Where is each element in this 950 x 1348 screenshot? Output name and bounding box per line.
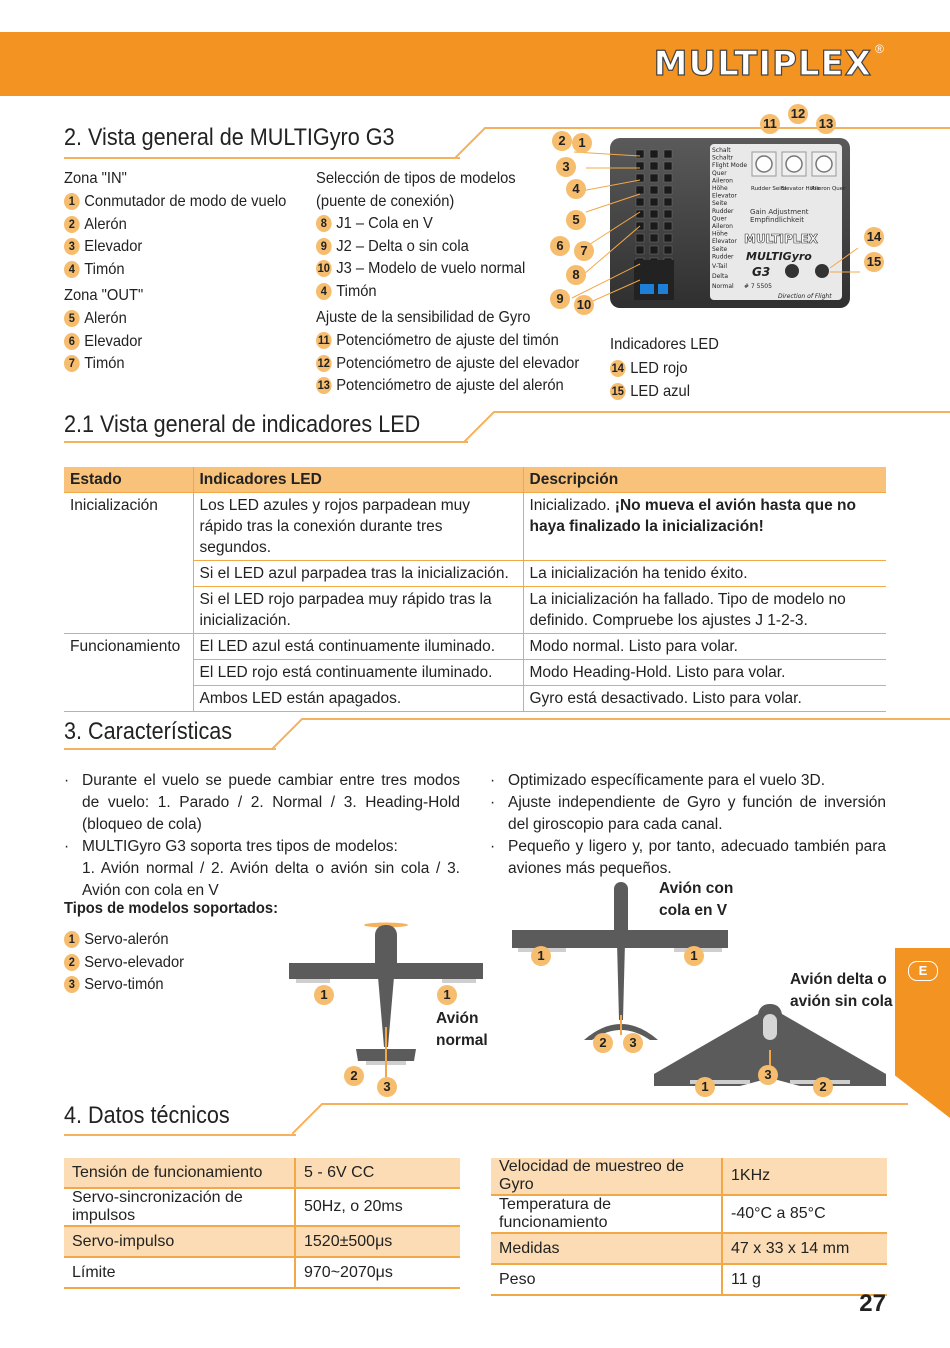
vtail-servo-1-left: 1 — [531, 946, 551, 966]
col-indicadores: Indicadores LED — [193, 467, 523, 493]
label-line: Avión con — [659, 880, 734, 897]
list-item-label: Servo-timón — [84, 976, 164, 994]
callout-1: 1 — [572, 133, 592, 153]
section-3-title: 3. Características — [64, 718, 233, 745]
list-item-label: Alerón — [84, 215, 127, 233]
list-item-label: Potenciómetro de ajuste del timón — [336, 332, 559, 349]
cell-estado — [64, 561, 193, 587]
spec-row — [491, 1264, 887, 1295]
device-port-label: Elevator — [712, 238, 737, 246]
pin — [664, 186, 672, 194]
list-item — [64, 308, 142, 331]
number-badge: 5 — [64, 310, 80, 327]
label-line: Avión — [436, 1010, 479, 1027]
cell-descripcion — [523, 634, 886, 660]
section-2-1-title: 2.1 Vista general de indicadores LED — [64, 411, 421, 438]
pin — [650, 162, 658, 170]
table-row — [64, 587, 886, 634]
led-table — [64, 467, 886, 712]
list-item-label: J1 – Cola en V — [336, 215, 433, 232]
number-badge: 12 — [317, 355, 330, 370]
callout-5: 5 — [566, 210, 586, 230]
device-port-label: Aileron — [712, 223, 733, 230]
device-port-label: Flight Mode — [712, 162, 748, 170]
device-port-label: Seite — [712, 200, 728, 208]
desc-text: Modo normal. Listo para volar. — [529, 638, 738, 655]
desc-text: La inicialización ha tenido éxito. — [529, 565, 748, 582]
potentiometer-knob — [756, 156, 772, 172]
number-badge: 11 — [317, 333, 330, 347]
spec-label: Medidas — [491, 1233, 722, 1264]
device-port-label: Seite — [712, 245, 728, 253]
number-badge: 8 — [316, 215, 332, 232]
cell-led: El LED rojo está continuamente iluminado. — [193, 660, 523, 686]
callout-10: 10 — [574, 295, 594, 315]
zone-in-label: Zona "IN" — [64, 170, 127, 187]
pin — [650, 246, 658, 254]
spec-label: Servo-impulso — [64, 1226, 295, 1257]
spec-label: Límite — [64, 1257, 295, 1288]
list-item — [316, 375, 579, 398]
label-normal-plane — [436, 1008, 488, 1052]
list-item — [316, 330, 579, 353]
normal-plane-illustration — [286, 915, 486, 1090]
supported-types-title: Tipos de modelos soportados: — [64, 900, 279, 917]
device-jumper-label: Delta — [712, 273, 729, 280]
spec-value: 5 - 6V CC — [295, 1158, 460, 1188]
spec-label: Temperatura de funcionamiento — [491, 1195, 722, 1233]
list-item — [316, 353, 579, 376]
features-right — [490, 770, 886, 880]
list-item — [64, 353, 142, 376]
zone-in-list — [64, 191, 286, 282]
number-badge: 7 — [64, 355, 80, 372]
list-item — [316, 258, 525, 281]
table-row — [64, 660, 886, 686]
servo-list — [64, 929, 184, 997]
spec-label: Velocidad de muestreo de Gyro — [491, 1158, 722, 1195]
pin — [636, 150, 644, 158]
gyro-list — [316, 330, 579, 398]
device-port-label: Rudder — [712, 207, 734, 215]
desc-text: La inicialización ha fallado. Tipo de modelo no definido. Compruebe los ajustes J 1-2-3. — [529, 591, 846, 629]
number-badge: 15 — [611, 383, 624, 398]
spec-value: 47 x 33 x 14 mm — [722, 1233, 887, 1264]
number-badge: 3 — [64, 976, 80, 993]
col-descripcion: Descripción — [523, 467, 886, 493]
cell-descripcion — [523, 561, 886, 587]
list-item — [64, 214, 286, 237]
cell-estado — [64, 587, 193, 634]
list-item-label: Alerón — [84, 310, 127, 327]
delta-servo-3: 3 — [758, 1065, 778, 1085]
list-item — [64, 191, 286, 214]
potentiometer-label: Elevator Höhe — [781, 186, 820, 192]
cell-led: Si el LED rojo parpadea muy rápido tras la inicialización. — [193, 587, 523, 634]
pin — [650, 222, 658, 230]
spec-value: 1520±500μs — [295, 1226, 460, 1257]
cell-estado — [64, 660, 193, 686]
device-brand: MULTIPLEX — [744, 232, 818, 246]
normal-servo-1-right: 1 — [437, 985, 457, 1005]
device-model: MULTIGyro — [746, 250, 812, 263]
title-underline-slope — [292, 1102, 912, 1136]
number-badge: 4 — [316, 283, 332, 300]
list-item — [64, 331, 142, 354]
cell-estado: Inicialización — [70, 497, 158, 514]
device-jumper-label: V-Tail — [712, 263, 728, 270]
spec-table-left — [64, 1158, 460, 1289]
pin — [636, 162, 644, 170]
spec-label: Servo-sincronización de impulsos — [64, 1188, 295, 1226]
zone-out-list — [64, 308, 142, 376]
cell-descripcion — [523, 493, 886, 561]
list-item-label: Potenciómetro de ajuste del elevador — [336, 354, 580, 372]
cell-estado — [64, 686, 193, 712]
spec-value: 970~2070μs — [295, 1257, 460, 1288]
desc-warning: ¡No mueva el avión hasta que no haya finalizado la inicialización! — [529, 497, 856, 535]
pin — [636, 234, 644, 242]
label-line: cola en V — [659, 902, 728, 919]
cell-led: El LED azul está continuamente iluminado. — [193, 634, 523, 660]
device-part: # 7 5505 — [744, 283, 772, 290]
section-2-title: 2. Vista general de MULTIGyro G3 — [64, 124, 395, 151]
list-item-label: Servo-alerón — [84, 931, 169, 948]
label-vtail-plane — [659, 878, 733, 922]
callout-7: 7 — [574, 241, 594, 261]
spec-value: 50Hz, o 20ms — [295, 1188, 460, 1226]
list-item — [316, 281, 525, 304]
device-port-label: Aileron — [712, 177, 733, 185]
device-port-label: Quer — [712, 169, 727, 177]
pin — [636, 198, 644, 206]
pin — [650, 210, 658, 218]
list-item — [64, 929, 184, 952]
number-badge: 3 — [64, 238, 80, 255]
cell-descripcion — [523, 660, 886, 686]
list-item — [64, 952, 184, 975]
spec-value: 1KHz — [722, 1158, 887, 1195]
label-delta-plane — [790, 969, 893, 1013]
list-item-label: J2 – Delta o sin cola — [336, 237, 469, 255]
features-left — [64, 770, 460, 902]
number-badge: 4 — [64, 261, 80, 278]
model-selection-label — [316, 168, 516, 213]
label-line: avión sin cola — [790, 993, 893, 1010]
title-underline — [64, 748, 276, 750]
number-badge: 6 — [64, 333, 80, 350]
cell-led: Ambos LED están apagados. — [193, 686, 523, 712]
list-item-label: Potenciómetro de ajuste del alerón — [336, 377, 564, 395]
table-row — [64, 634, 886, 660]
normal-servo-2: 2 — [344, 1066, 364, 1086]
callout-4: 4 — [566, 179, 586, 199]
cell-led: Los LED azules y rojos parpadean muy rápido tras la conexión durante tres segundos. — [193, 493, 523, 561]
number-badge: 10 — [317, 261, 330, 276]
zone-out-label: Zona "OUT" — [64, 287, 144, 304]
list-item-label: Timón — [336, 283, 377, 301]
model-sel-line2: (puente de conexión) — [316, 192, 455, 210]
normal-servo-1-left: 1 — [314, 985, 334, 1005]
table-row — [64, 493, 886, 561]
feature-continuation: 1. Avión normal / 2. Avión delta o avión sin cola / 3. Avión con cola en V — [82, 860, 460, 899]
vtail-servo-1-right: 1 — [684, 946, 704, 966]
pin — [664, 234, 672, 242]
title-underline — [64, 441, 468, 443]
label-line: Avión delta o — [790, 971, 887, 988]
pin — [636, 246, 644, 254]
list-item — [316, 236, 525, 259]
model-list — [316, 213, 525, 304]
list-item — [610, 358, 690, 381]
list-item-label: LED azul — [630, 382, 690, 400]
list-item — [64, 236, 286, 259]
spec-table-right — [491, 1158, 887, 1296]
vtail-servo-3: 3 — [623, 1033, 643, 1053]
table-row — [64, 686, 886, 712]
pin — [664, 198, 672, 206]
feature-bullet: · Optimizado específicamente para el vuelo 3D. — [490, 770, 886, 792]
callout-11: 11 — [760, 114, 780, 134]
list-item — [64, 259, 286, 282]
list-item-label: Elevador — [84, 238, 143, 256]
vtail-servo-2: 2 — [593, 1033, 613, 1053]
callout-15: 15 — [864, 252, 884, 272]
potentiometer-label: Rudder Seite — [751, 186, 787, 192]
feature-bullet: · Pequeño y ligero y, por tanto, adecuado también para aviones más pequeños. — [490, 836, 886, 880]
potentiometer-knob — [816, 156, 832, 172]
pin — [664, 222, 672, 230]
callout-6: 6 — [550, 236, 570, 256]
spec-row — [491, 1195, 887, 1233]
list-item — [64, 974, 184, 997]
cell-led: Si el LED azul parpadea tras la inicialización. — [193, 561, 523, 587]
spec-row — [64, 1257, 460, 1288]
pin — [650, 174, 658, 182]
title-underline-slope — [272, 717, 950, 751]
pin — [650, 186, 658, 194]
device-gain: Gain Adjustment — [750, 208, 809, 216]
cell-estado: Funcionamiento — [70, 638, 181, 655]
pin — [664, 162, 672, 170]
list-item-label: Timón — [84, 261, 125, 279]
title-underline-slope — [464, 410, 950, 444]
led-table-header — [64, 467, 886, 493]
title-underline — [64, 1134, 296, 1136]
device-model-g3: G3 — [752, 265, 771, 279]
potentiometer-label: Aileron Quer — [811, 186, 846, 192]
potentiometer-knob — [786, 156, 802, 172]
callout-8: 8 — [566, 265, 586, 285]
spec-row — [64, 1158, 460, 1188]
list-item — [610, 381, 690, 404]
number-badge: 1 — [64, 193, 80, 210]
list-item-label: Timón — [84, 355, 125, 373]
number-badge: 14 — [611, 361, 624, 375]
number-badge: 9 — [316, 238, 332, 255]
device-port-label: Schaltr — [712, 154, 734, 162]
feature-bullet: · Ajuste independiente de Gyro y función de inversión del giroscopio para cada canal. — [490, 792, 886, 836]
callout-9: 9 — [550, 289, 570, 309]
list-item-label: Conmutador de modo de vuelo — [84, 193, 287, 210]
list-item-label: Servo-elevador — [84, 953, 185, 971]
feature-bullet: · Durante el vuelo se puede cambiar entre tres modos de vuelo: 1. Parado / 2. Normal / 3. Heading-Hold (bloqueo de cola) — [64, 770, 460, 836]
label-line: normal — [436, 1032, 488, 1049]
led-list — [610, 358, 690, 403]
device-port-label: Elevator — [712, 192, 737, 200]
list-item-label: Elevador — [84, 332, 143, 350]
registered-mark: ® — [875, 42, 884, 56]
number-badge: 1 — [64, 931, 80, 948]
spec-row — [64, 1226, 460, 1257]
desc-text: Modo Heading-Hold. Listo para volar. — [529, 664, 786, 681]
spec-label: Tensión de funcionamiento — [64, 1158, 295, 1188]
multiplex-logo: MULTIPLEX — [653, 44, 872, 84]
callout-2: 2 — [552, 131, 572, 151]
device-port-label: Schalt — [712, 147, 731, 154]
device-port-label: Quer — [712, 215, 727, 223]
device-port-label: Rudder — [712, 253, 734, 261]
cell-descripcion — [523, 587, 886, 634]
list-item — [316, 213, 525, 236]
spec-row — [64, 1188, 460, 1226]
spec-label: Peso — [491, 1264, 722, 1295]
delta-servo-1: 1 — [695, 1077, 715, 1097]
col-estado: Estado — [64, 467, 193, 493]
pin — [664, 210, 672, 218]
pin — [664, 246, 672, 254]
pin — [636, 186, 644, 194]
number-badge: 13 — [317, 378, 330, 393]
callout-13: 13 — [816, 114, 836, 134]
number-badge: 2 — [64, 216, 80, 233]
callout-14: 14 — [864, 227, 884, 247]
model-sel-line1: Selección de tipos de modelos — [316, 170, 516, 187]
table-row — [64, 561, 886, 587]
pin — [650, 234, 658, 242]
gyro-adjust-label: Ajuste de la sensibilidad de Gyro — [316, 309, 531, 326]
page-number: 27 — [859, 1290, 886, 1317]
callout-3: 3 — [556, 157, 576, 177]
normal-servo-3: 3 — [377, 1077, 397, 1097]
device-direction: Direction of Flight — [778, 293, 832, 300]
spec-row — [491, 1158, 887, 1195]
pin — [664, 150, 672, 158]
spec-value: 11 g — [722, 1264, 887, 1295]
pin — [664, 174, 672, 182]
delta-servo-2: 2 — [813, 1077, 833, 1097]
pin — [650, 150, 658, 158]
device-port-label: Höhe — [712, 230, 728, 238]
feature-bullet: · MULTIGyro G3 soporta tres tipos de modelos: — [64, 836, 460, 858]
device-jumper-label: Normal — [712, 283, 734, 290]
device-gain2: Empfindlichkeit — [750, 216, 804, 224]
number-badge: 2 — [64, 954, 80, 971]
desc-text: Inicializado. — [529, 497, 615, 514]
list-item-label: LED rojo — [630, 360, 688, 377]
cell-descripcion — [523, 686, 886, 712]
language-tab-label: E — [908, 961, 938, 981]
section-4-title: 4. Datos técnicos — [64, 1102, 230, 1129]
spec-row — [491, 1233, 887, 1264]
device-port-label: Höhe — [712, 185, 728, 192]
callout-12: 12 — [788, 104, 808, 124]
pin — [650, 198, 658, 206]
title-underline — [64, 157, 460, 159]
list-item-label: J3 – Modelo de vuelo normal — [336, 260, 526, 278]
spec-value: -40°C a 85°C — [722, 1195, 887, 1233]
led-indicators-label: Indicadores LED — [610, 336, 719, 353]
desc-text: Gyro está desactivado. Listo para volar. — [529, 690, 802, 707]
gyro-device-illustration — [540, 100, 900, 320]
